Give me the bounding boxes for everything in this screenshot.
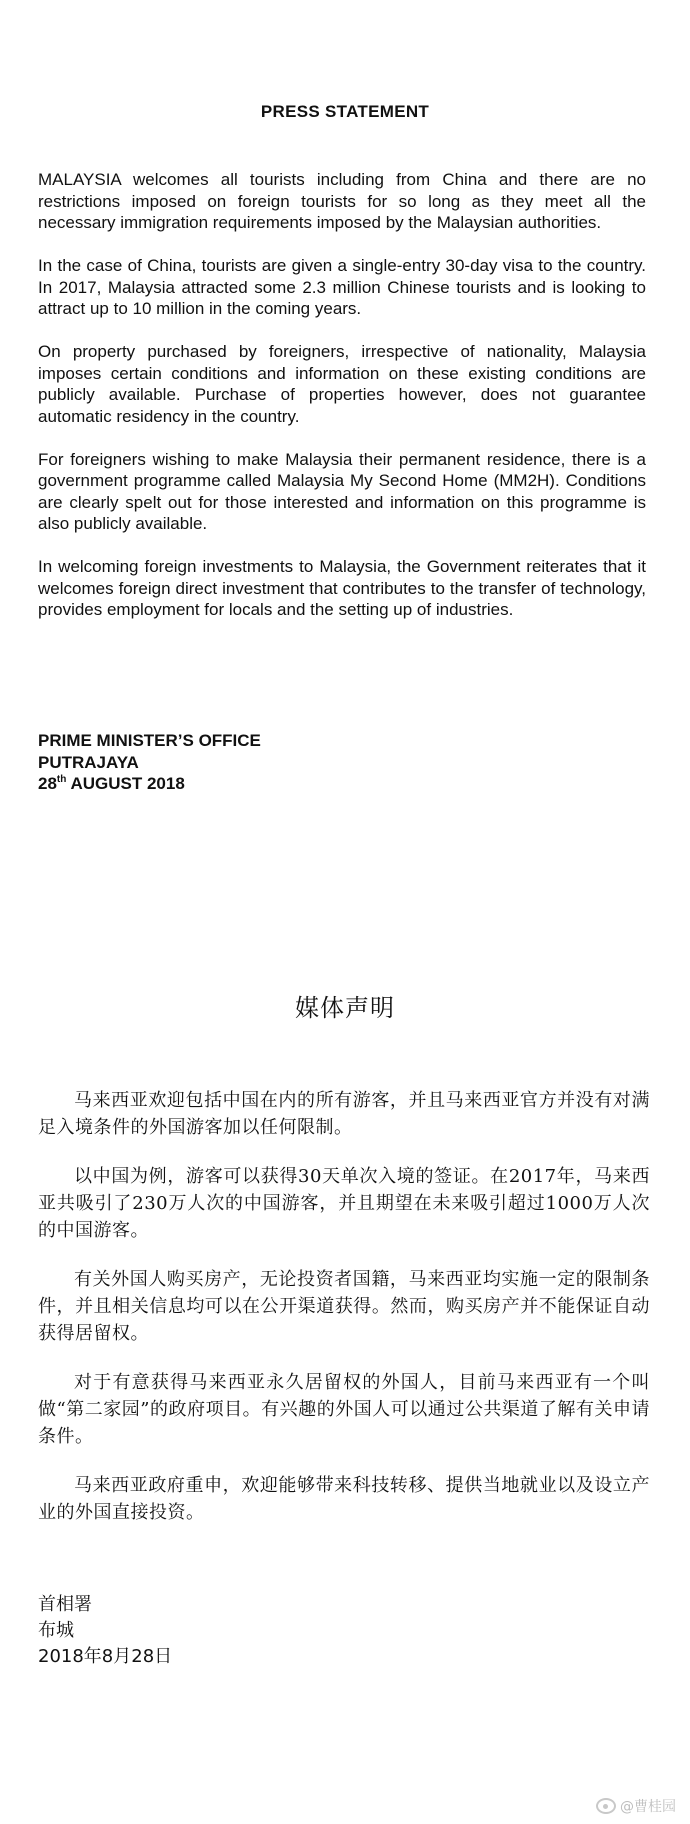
chinese-signature: [38, 1592, 172, 1670]
en-paragraph-5: In welcoming foreign investments to Malaysia, the Government reiterates that it welcomes foreign direct investment that contributes to the transfer of technology, provides employment for locals and the setting up of industries.: [38, 557, 646, 619]
media-statement-title: 媒体声明: [295, 994, 395, 1022]
signature-office: PRIME MINISTER’S OFFICE: [38, 731, 261, 750]
date-day: 28: [38, 774, 57, 793]
watermark-text: @曹桂园: [620, 1799, 676, 1815]
signature-city: PUTRAJAYA: [38, 752, 139, 772]
en-paragraph-4: For foreigners wishing to make Malaysia their permanent residence, there is a government programme called Malaysia My Second Home (MM2H). Conditions are clearly spelt out for those interested and information on this programme is also publicly available.: [38, 449, 646, 533]
press-statement-title: PRESS STATEMENT: [260, 102, 430, 121]
en-paragraph-1: MALAYSIA welcomes all tourists including from China and there are no restrictions imposed on foreign tourists for so long as they meet all the necessary immigration requirements imposed by the Malaysian authorities.: [38, 170, 646, 232]
zh-paragraph-3: 有关外国人购买房产，无论投资者国籍，马来西亚均实施一定的限制条件，并且相关信息均可以在公开渠道获得。然而，购买房产并不能保证自动获得居留权。: [38, 1269, 650, 1344]
zh-paragraph-4: 对于有意获得马来西亚永久居留权的外国人，目前马来西亚有一个叫做“第二家园”的政府项目。有兴趣的外国人可以通过公共渠道了解有关申请条件。: [38, 1372, 650, 1447]
zh-signature-city: 布城: [38, 1620, 74, 1641]
chinese-body: [38, 1087, 650, 1548]
date-suffix: th: [56, 774, 67, 785]
zh-paragraph-1: 马来西亚欢迎包括中国在内的所有游客，并且马来西亚官方并没有对满足入境条件的外国游客加以任何限制。: [38, 1090, 650, 1138]
weibo-logo-icon: [596, 1798, 616, 1814]
zh-signature-date: 2018年8月28日: [38, 1646, 173, 1667]
zh-paragraph-2: 以中国为例，游客可以获得30天单次入境的签证。在2017年，马来西亚共吸引了230万人次的中国游客，并且期望在未来吸引超过1000万人次的中国游客。: [38, 1166, 650, 1241]
en-paragraph-2: In the case of China, tourists are given a single-entry 30-day visa to the country. In 2017, Malaysia attracted some 2.3 million Chinese tourists and is looking to attract up to 10 million in the coming years.: [38, 256, 646, 318]
signature-date: [38, 773, 261, 795]
zh-paragraph-5: 马来西亚政府重申，欢迎能够带来科技转移、提供当地就业以及设立产业的外国直接投资。: [38, 1475, 650, 1523]
weibo-watermark: [596, 1796, 676, 1816]
date-rest: AUGUST 2018: [66, 774, 185, 793]
en-paragraph-3: On property purchased by foreigners, irrespective of nationality, Malaysia imposes certain conditions and information on these existing conditions are publicly available. Purchase of properties however, does not guarantee automatic residency in the country.: [38, 342, 646, 426]
english-signature: [38, 730, 261, 795]
english-body: [38, 169, 646, 642]
zh-signature-office: 首相署: [38, 1594, 92, 1615]
